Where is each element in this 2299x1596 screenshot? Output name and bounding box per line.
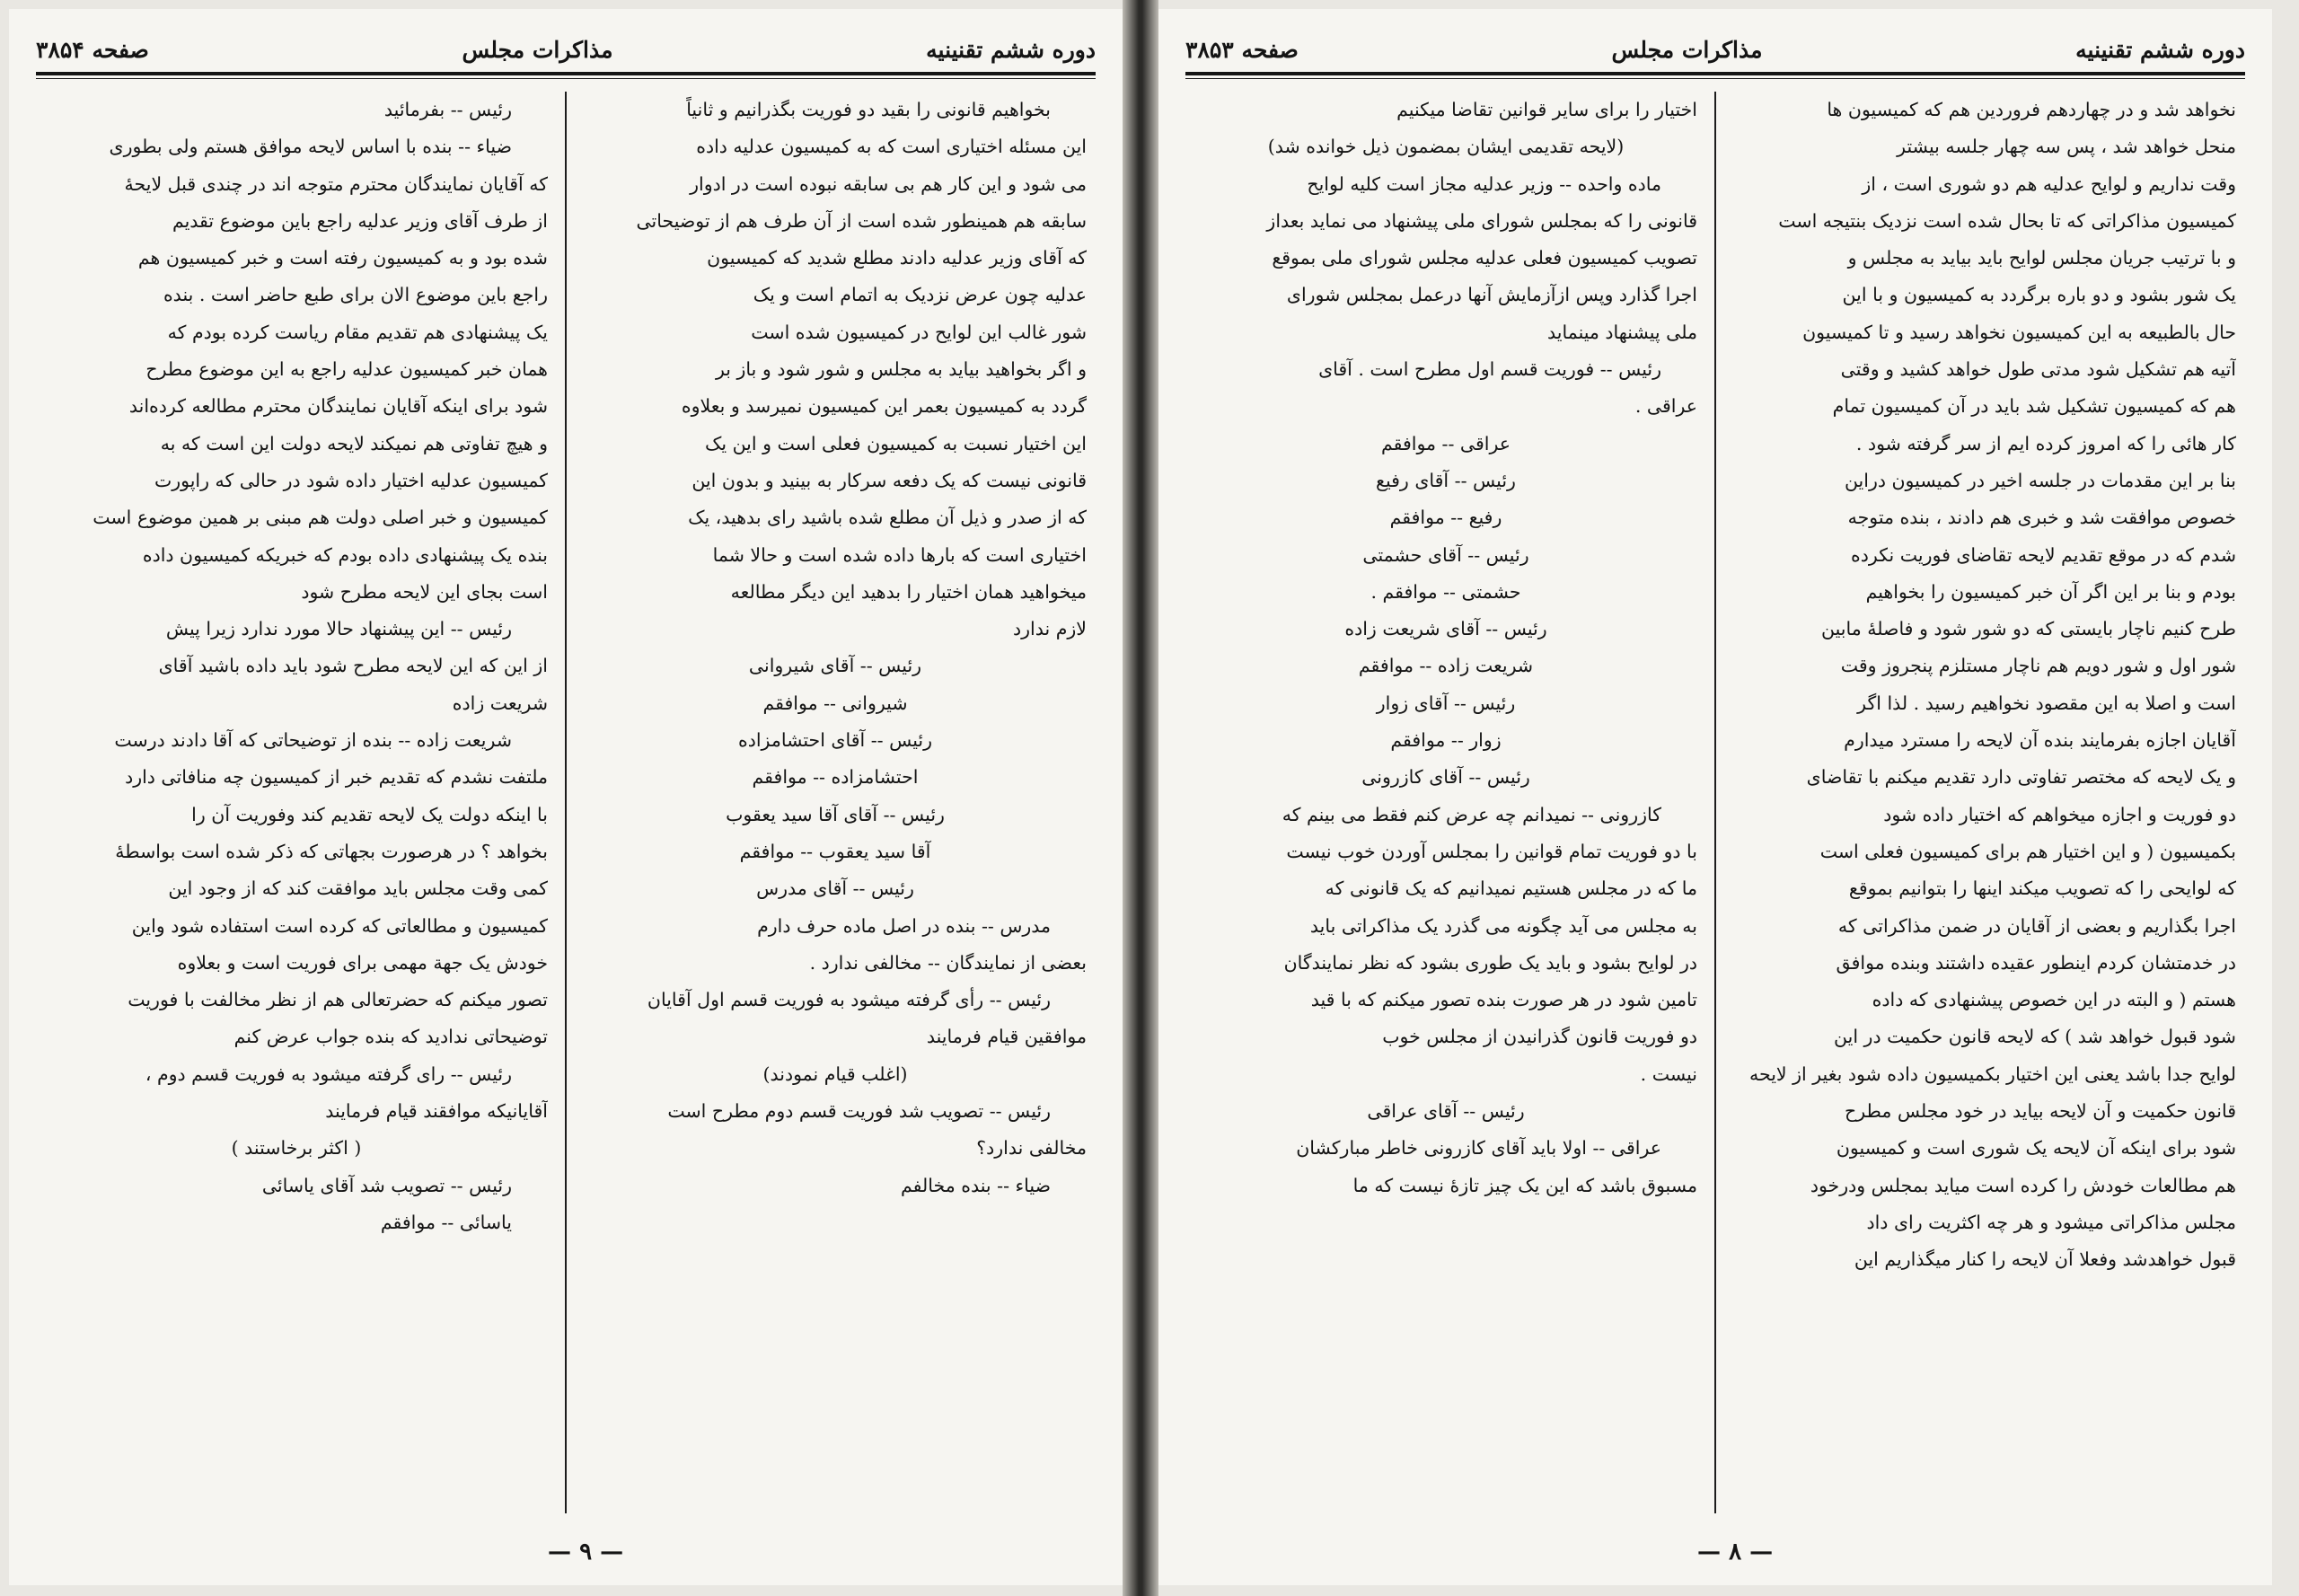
text-line: شور اول و شور دویم هم ناچار مستلزم پنجروز وقت: [1840, 655, 2236, 677]
text-line: بنده یک پیشنهادی داده بودم که خبریکه کمیسیون داده: [142, 543, 548, 566]
text-line: همان خبر کمیسیون عدلیه راجع به این موضوع مطرح: [145, 358, 548, 381]
text-line: شدم که در موقع تقدیم لایحه تقاضای فوریت نکرده: [1851, 543, 2236, 566]
text-line: ماده واحده -- وزیر عدلیه مجاز است کلیه لوایح: [1307, 172, 1661, 195]
text-line: ضیاء -- بنده با اساس لایحه موافق هستم ولی بطوری: [109, 136, 512, 158]
header-period: دوره ششم تقنینیه: [2075, 36, 2245, 63]
text-line: رئیس -- آقای کازرونی: [1361, 766, 1530, 789]
text-line: (اغلب قیام نمودند): [762, 1063, 908, 1085]
text-line: احتشامزاده -- موافقم: [752, 766, 919, 789]
page-number: — ۸ —: [1697, 1539, 1774, 1565]
header-rule: [36, 72, 1096, 79]
text-line: راجع باین موضوع الان برای طبع حاضر است . بنده: [163, 284, 548, 306]
text-line: طرح کنیم ناچار بایستی که دو شور شود و فاصلهٔ مابین: [1821, 618, 2236, 640]
header-rule: [1185, 72, 2245, 79]
text-column-left: [45, 92, 548, 1522]
text-line: رئیس -- آقای زوار: [1376, 692, 1516, 714]
text-line: موافقین قیام فرمایند: [926, 1026, 1087, 1048]
text-line: اختیاری است که بارها داده شده است و حالا شما: [712, 543, 1087, 566]
text-line: رئیس -- آقای رفیع: [1376, 469, 1516, 491]
text-line: رئیس -- آقای مدرس: [756, 877, 914, 900]
text-line: مخالفی ندارد؟: [976, 1137, 1087, 1160]
text-line: لازم ندارد: [1013, 618, 1087, 640]
text-line: رئیس -- آقای حشمتی: [1362, 543, 1529, 566]
text-line: رئیس -- فوریت قسم اول مطرح است . آقای: [1318, 358, 1661, 381]
text-line: هم که کمیسیون تشکیل شد باید در آن کمیسیون تمام: [1832, 395, 2236, 418]
text-line: به مجلس می آید چگونه می گذرد یک مذاکراتی باید: [1309, 914, 1697, 937]
text-line: رئیس -- آقای عراقی: [1367, 1100, 1525, 1123]
text-line: شور غالب این لوایح در کمیسیون شده است: [751, 321, 1087, 343]
text-line: ( اکثر برخاستند ): [231, 1137, 362, 1160]
text-line: شریعت زاده -- موافقم: [1358, 655, 1534, 677]
text-line: عدلیه چون عرض نزدیک به اتمام است و یک: [753, 284, 1087, 306]
text-line: رئیس -- رأی گرفته میشود به فوریت قسم اول آقایان: [647, 989, 1051, 1011]
text-line: در لوایح بشود و باید یک طوری بشود که نظر نمایندگان: [1283, 951, 1697, 974]
text-line: آتیه هم تشکیل شود مدتی طول خواهد کشید و وقتی: [1840, 358, 2236, 381]
text-line: کمیسیون و مطالعاتی که کرده است استفاده شود واین: [131, 914, 548, 937]
text-line: بکمیسیون ( و این اختیار هم برای کمیسیون فعلی است: [1819, 840, 2236, 862]
text-line: شود قبول خواهد شد ) که لایحه قانون حکمیت در این: [1834, 1026, 2236, 1048]
text-line: آقا سید یعقوب -- موافقم: [739, 840, 931, 862]
text-line: سابقه هم همینطور شده است از آن طرف هم از توضیحاتی: [636, 209, 1087, 232]
text-line: شود برای اینکه آقایان نمایندگان محترم مطالعه کرده‌اند: [128, 395, 548, 418]
text-line: رئیس -- تصویب شد فوریت قسم دوم مطرح است: [667, 1100, 1051, 1123]
text-line: ما که در مجلس هستیم نمیدانیم که یک قانونی که: [1325, 877, 1697, 900]
book-gutter: [1123, 0, 1158, 1596]
text-line: از این که این لایحه مطرح شود باید داده باشید آقای: [158, 655, 548, 677]
text-column-left: [1194, 92, 1697, 1522]
page-3854: [9, 9, 1123, 1585]
text-line: ملتفت نشدم که تقدیم خبر از کمیسیون چه منافاتی دارد: [125, 766, 548, 789]
text-column-right: [1733, 92, 2236, 1522]
text-line: کمیسیون و خبر اصلی دولت هم مبنی بر همین موضوع است: [92, 507, 548, 529]
text-column-right: [584, 92, 1087, 1522]
text-line: این مسئله اختیاری است که به کمیسیون عدلیه داده: [696, 136, 1087, 158]
text-line: با دو فوریت تمام قوانین را بمجلس آوردن خوب نیست: [1286, 840, 1697, 862]
page-3853: [1158, 9, 2272, 1585]
text-line: که لوایحی را که تصویب میکند اینها را بتوانیم بموقع: [1848, 877, 2236, 900]
text-line: مجلس مذاکراتی میشود و هر چه اکثریت رای داد: [1866, 1211, 2236, 1233]
text-line: بخواهیم قانونی را بقید دو فوریت بگذرانیم و ثانیاً: [686, 99, 1051, 120]
text-line: قبول خواهدشد وفعلا آن لایحه را کنار میگذاریم این: [1854, 1248, 2236, 1271]
text-line: رئیس -- آقای شیروانی: [748, 655, 922, 677]
text-line: عراقی -- موافقم: [1380, 432, 1511, 454]
text-line: تامین شود در هر صورت بنده تصور میکنم که با قید: [1310, 989, 1697, 1011]
text-line: رئیس -- بفرمائید: [383, 99, 512, 120]
header-page-label: صفحه ۳۸۵۴: [36, 36, 149, 63]
text-line: قانونی نیست که یک دفعه سرکار به بینید و بدون این: [691, 469, 1087, 491]
header-title: مذاکرات مجلس: [1611, 36, 1763, 63]
text-line: شود برای اینکه آن لایحه یک شوری است و کمیسیون: [1836, 1137, 2236, 1160]
text-line: آقایان اجازه بفرمایند بنده آن لایحه را مسترد میدارم: [1844, 729, 2236, 752]
text-line: و یک لایحه که مختصر تفاوتی دارد تقدیم میکنم با تقاضای: [1806, 766, 2236, 789]
text-line: رئیس -- این پیشنهاد حالا مورد ندارد زیرا پیش: [165, 618, 512, 640]
text-line: شده بود و به کمیسیون رفته است و خبر کمیسیون هم: [137, 247, 548, 269]
text-line: نیست .: [1640, 1063, 1697, 1085]
text-line: بودم و بنا بر این اگر آن خبر کمیسیون را بخواهیم: [1865, 580, 2236, 603]
header-title: مذاکرات مجلس: [462, 36, 613, 63]
text-line: کمیسیون مذاکراتی که تا بحال شده است نزدیک بنتیجه است: [1778, 209, 2236, 232]
text-line: با اینکه دولت یک لایحه تقدیم کند وفوریت آن را: [191, 803, 548, 825]
text-line: این اختیار نسبت به کمیسیون فعلی است و این یک: [705, 432, 1087, 454]
text-line: اجرا گذارد وپس ازآزمایش آنها درعمل بمجلس شورای: [1286, 284, 1697, 306]
text-line: خودش یک جهة مهمی برای فوریت است و بعلاوه: [177, 951, 548, 974]
text-line: قانونی را که بمجلس شورای ملی پیشنهاد می نماید بعداز: [1266, 209, 1697, 232]
text-line: آقایانیکه موافقند قیام فرمایند: [325, 1100, 548, 1123]
text-line: منحل خواهد شد ، پس سه چهار جلسه بیشتر: [1897, 136, 2236, 158]
text-line: عراقی -- اولا باید آقای کازرونی خاطر مبارکشان: [1296, 1137, 1661, 1160]
text-line: می شود و این کار هم بی سابقه نبوده است در ادوار: [690, 172, 1087, 195]
text-line: لوایح جدا باشد یعنی این اختیار بکمیسیون داده شود بغیر از لایحه: [1748, 1063, 2236, 1085]
text-line: بعضی از نمایندگان -- مخالفی ندارد .: [809, 951, 1087, 974]
text-line: دو فوریت قانون گذرانیدن از مجلس خوب: [1382, 1026, 1697, 1048]
text-line: کمیسیون عدلیه اختیار داده شود در حالی که راپورت: [154, 469, 548, 491]
text-line: زوار -- موافقم: [1390, 729, 1502, 752]
column-divider: [565, 92, 567, 1513]
text-line: و با ترتیب جریان مجلس لوایح باید بیاید به مجلس و: [1847, 247, 2236, 269]
text-line: که آقای وزیر عدلیه دادند مطلع شدید که کمیسیون: [707, 247, 1087, 269]
text-line: بنا بر این مقدمات در جلسه اخیر در کمیسیون دراین: [1844, 469, 2236, 491]
text-line: از طرف آقای وزیر عدلیه راجع باین موضوع تقدیم: [172, 209, 548, 232]
text-line: توضیحاتی ندادید که بنده جواب عرض کنم: [233, 1026, 548, 1048]
text-line: که از صدر و ذیل آن مطلع شده باشید رای بدهید، یک: [688, 507, 1087, 529]
text-line: ملی پیشنهاد مینماید: [1547, 321, 1697, 343]
text-line: دو فوریت و اجازه میخواهم که اختیار داده شود: [1883, 803, 2236, 825]
text-line: در خدمتشان کردم اینطور عقیده داشتند وبنده موافق: [1836, 951, 2236, 974]
text-line: رئیس -- آقای آقا سید یعقوب: [726, 803, 945, 825]
text-line: گردد به کمیسیون بعمر این کمیسیون نمیرسد و بعلاوه: [681, 395, 1087, 418]
text-line: وقت نداریم و لوایح عدلیه هم دو شوری است ، از: [1862, 172, 2236, 195]
text-line: رئیس -- تصویب شد آقای یاسائی: [261, 1174, 512, 1196]
header-page-label: صفحه ۳۸۵۳: [1185, 36, 1299, 63]
text-line: حال بالطبیعه به این کمیسیون نخواهد رسید و تا کمیسیون: [1802, 321, 2236, 343]
text-line: که آقایان نمایندگان محترم متوجه اند در چندی قبل لایحهٔ: [124, 172, 548, 195]
text-line: کمی وقت مجلس باید موافقت کند که از وجود این: [168, 877, 548, 900]
text-line: رفیع -- موافقم: [1389, 507, 1502, 529]
column-divider: [1714, 92, 1716, 1513]
text-line: تصور میکنم که حضرتعالی هم از نظر مخالفت با فوریت: [128, 989, 548, 1011]
text-line: هم مطالعات خودش را کرده است میاید بمجلس ودرخود: [1810, 1174, 2236, 1196]
text-line: رئیس -- آقای احتشامزاده: [737, 729, 933, 752]
text-line: بخواهد ؟ در هرصورت بجهاتی که ذکر شده است بواسطهٔ: [115, 840, 548, 862]
text-line: عراقی .: [1634, 395, 1697, 418]
text-line: تصویب کمیسیون فعلی عدلیه مجلس شورای ملی بموقع: [1272, 247, 1697, 269]
text-line: اختیار را برای سایر قوانین تقاضا میکنیم: [1396, 99, 1697, 120]
text-line: است بجای این لایحه مطرح شود: [301, 580, 548, 603]
text-line: یک شور بشود و دو باره برگردد به کمیسیون و با این: [1842, 284, 2236, 306]
text-line: شریعت زاده: [452, 692, 548, 714]
text-line: شیروانی -- موافقم: [762, 692, 908, 714]
header-period: دوره ششم تقنینیه: [926, 36, 1096, 63]
text-line: شریعت زاده -- بنده از توضیحاتی که آقا دادند درست: [114, 729, 512, 752]
page-number: — ۹ —: [548, 1539, 624, 1565]
text-line: قانون حکمیت و آن لایحه بیاید در خود مجلس مطرح: [1845, 1100, 2236, 1123]
text-line: کازرونی -- نمیدانم چه عرض کنم فقط می بینم که: [1282, 803, 1661, 825]
text-line: ضیاء -- بنده مخالفم: [901, 1174, 1051, 1196]
text-line: رئیس -- رای گرفته میشود به فوریت قسم دوم ،: [145, 1063, 512, 1085]
text-line: مدرس -- بنده در اصل ماده حرف دارم: [757, 914, 1051, 937]
text-line: یاسائی -- موافقم: [380, 1211, 512, 1233]
text-line: حشمتی -- موافقم .: [1370, 580, 1521, 603]
text-line: مسبوق باشد که این یک چیز تازهٔ نیست که ما: [1352, 1174, 1697, 1196]
text-line: و هیچ تفاوتی هم نمیکند لایحه دولت این است که به: [160, 432, 548, 454]
text-line: (لایحه تقدیمی ایشان بمضمون ذیل خوانده شد): [1267, 136, 1625, 158]
text-line: خصوص موافقت شد و خبری هم دادند ، بنده متوجه: [1847, 507, 2236, 529]
text-line: میخواهید همان اختیار را بدهید این دیگر مطالعه: [730, 580, 1087, 603]
text-line: کار هائی را که امروز کرده ایم از سر گرفته شود .: [1855, 432, 2236, 454]
text-line: است و اصلا به این مقصود نخواهیم رسید . لذا اگر: [1857, 692, 2236, 714]
page-header: [36, 29, 1096, 70]
text-line: رئیس -- آقای شریعت زاده: [1344, 618, 1547, 640]
text-line: یک پیشنهادی هم تقدیم مقام ریاست کرده بودم که: [167, 321, 548, 343]
text-line: و اگر بخواهید بیاید به مجلس و شور شود و باز بر: [716, 358, 1087, 381]
text-line: هستم ( و البته در این خصوص پیشنهادی که داده: [1872, 989, 2236, 1011]
text-line: نخواهد شد و در چهاردهم فروردین هم که کمیسیون ها: [1827, 99, 2236, 120]
page-header: [1185, 29, 2245, 70]
text-line: اجرا بگذاریم و بعضی از آقایان در ضمن مذاکراتی که: [1837, 914, 2236, 937]
